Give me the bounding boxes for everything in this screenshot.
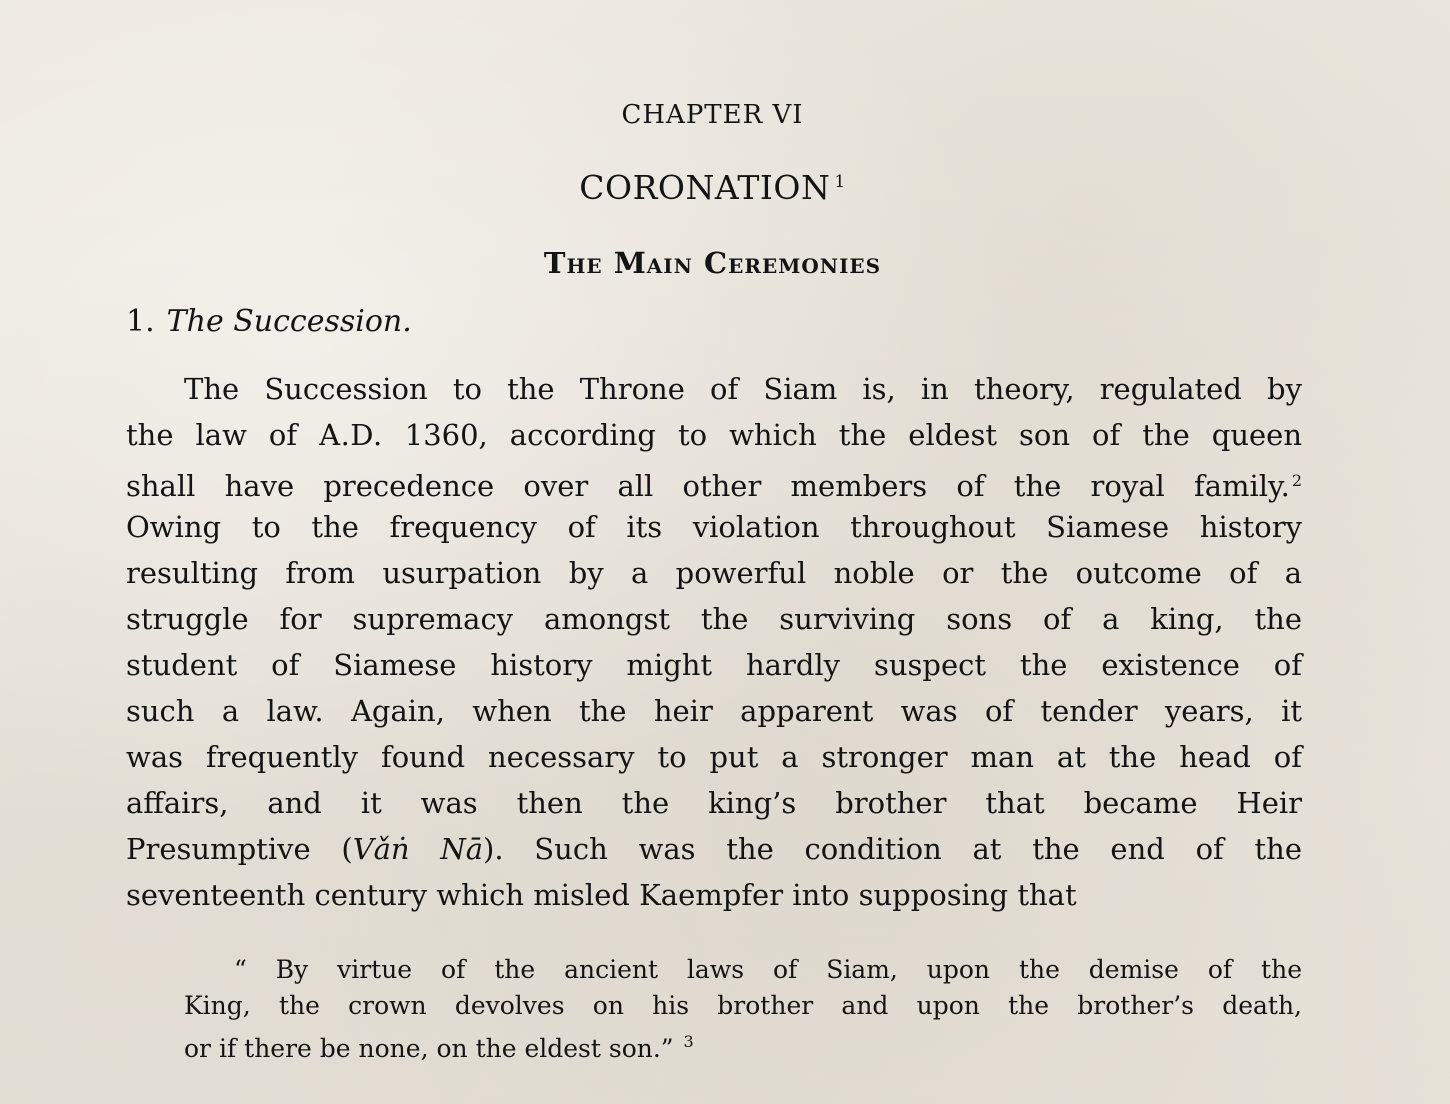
- paragraph-line: The Succession to the Throne of Siam is, in theory, regulated by: [184, 372, 1302, 406]
- quote-line: “ By virtue of the ancient laws of Siam, upon the demise of the: [234, 955, 1302, 984]
- subsection-heading: [126, 304, 412, 339]
- paragraph-line: student of Siamese history might hardly suspect the existence of: [126, 648, 1302, 682]
- chapter-label: CHAPTER VI: [621, 100, 804, 130]
- footnote-ref-1: 1: [834, 172, 846, 192]
- quote-line: [184, 1024, 1302, 1063]
- footnote-ref-2: 2: [1291, 471, 1302, 490]
- footnote-ref-3: 3: [683, 1032, 694, 1051]
- paragraph-line-part: Presumptive (: [126, 832, 353, 866]
- section-title: The Main Ceremonies: [543, 246, 882, 280]
- subsection-title: The Succession.: [166, 304, 412, 339]
- paragraph-line: was frequently found necessary to put a stronger man at the head of: [126, 740, 1302, 774]
- block-quote: [184, 952, 1302, 1063]
- paragraph-line: [126, 458, 1302, 504]
- paragraph-line: seventeenth century which misled Kaempfer into supposing that: [126, 878, 1077, 912]
- quote-line: King, the crown devolves on his brother and upon the brother’s death,: [184, 991, 1302, 1020]
- paragraph-line-part: ). Such was the condition at the end of the: [483, 832, 1303, 866]
- paragraph-line: struggle for supremacy amongst the surviving sons of a king, the: [126, 602, 1302, 636]
- paragraph-line: affairs, and it was then the king’s brother that became Heir: [126, 786, 1302, 820]
- paragraph-line: such a law. Again, when the heir apparent was of tender years, it: [126, 694, 1302, 728]
- paragraph-line: [126, 412, 1302, 458]
- paragraph-line-part: the law of: [126, 418, 298, 452]
- paragraph-line-part: shall have precedence over all other members of the royal family.: [126, 469, 1290, 503]
- paragraph-line: resulting from usurpation by a powerful noble or the outcome of a: [126, 556, 1302, 590]
- chapter-title: [0, 168, 1425, 207]
- era-abbreviation: A.D.: [319, 418, 383, 452]
- subsection-number: 1.: [126, 304, 155, 339]
- quote-line-part: or if there be none, on the eldest son.”: [184, 1034, 674, 1063]
- term-van-na: Vǎṅ Nā: [352, 832, 484, 866]
- paragraph-line: [126, 826, 1302, 872]
- body-paragraph: [126, 366, 1302, 918]
- paragraph-line: Owing to the frequency of its violation throughout Siamese history: [126, 510, 1302, 544]
- chapter-title-text: CORONATION: [579, 168, 831, 207]
- paragraph-line-part: 1360, according to which the eldest son of the queen: [404, 418, 1303, 452]
